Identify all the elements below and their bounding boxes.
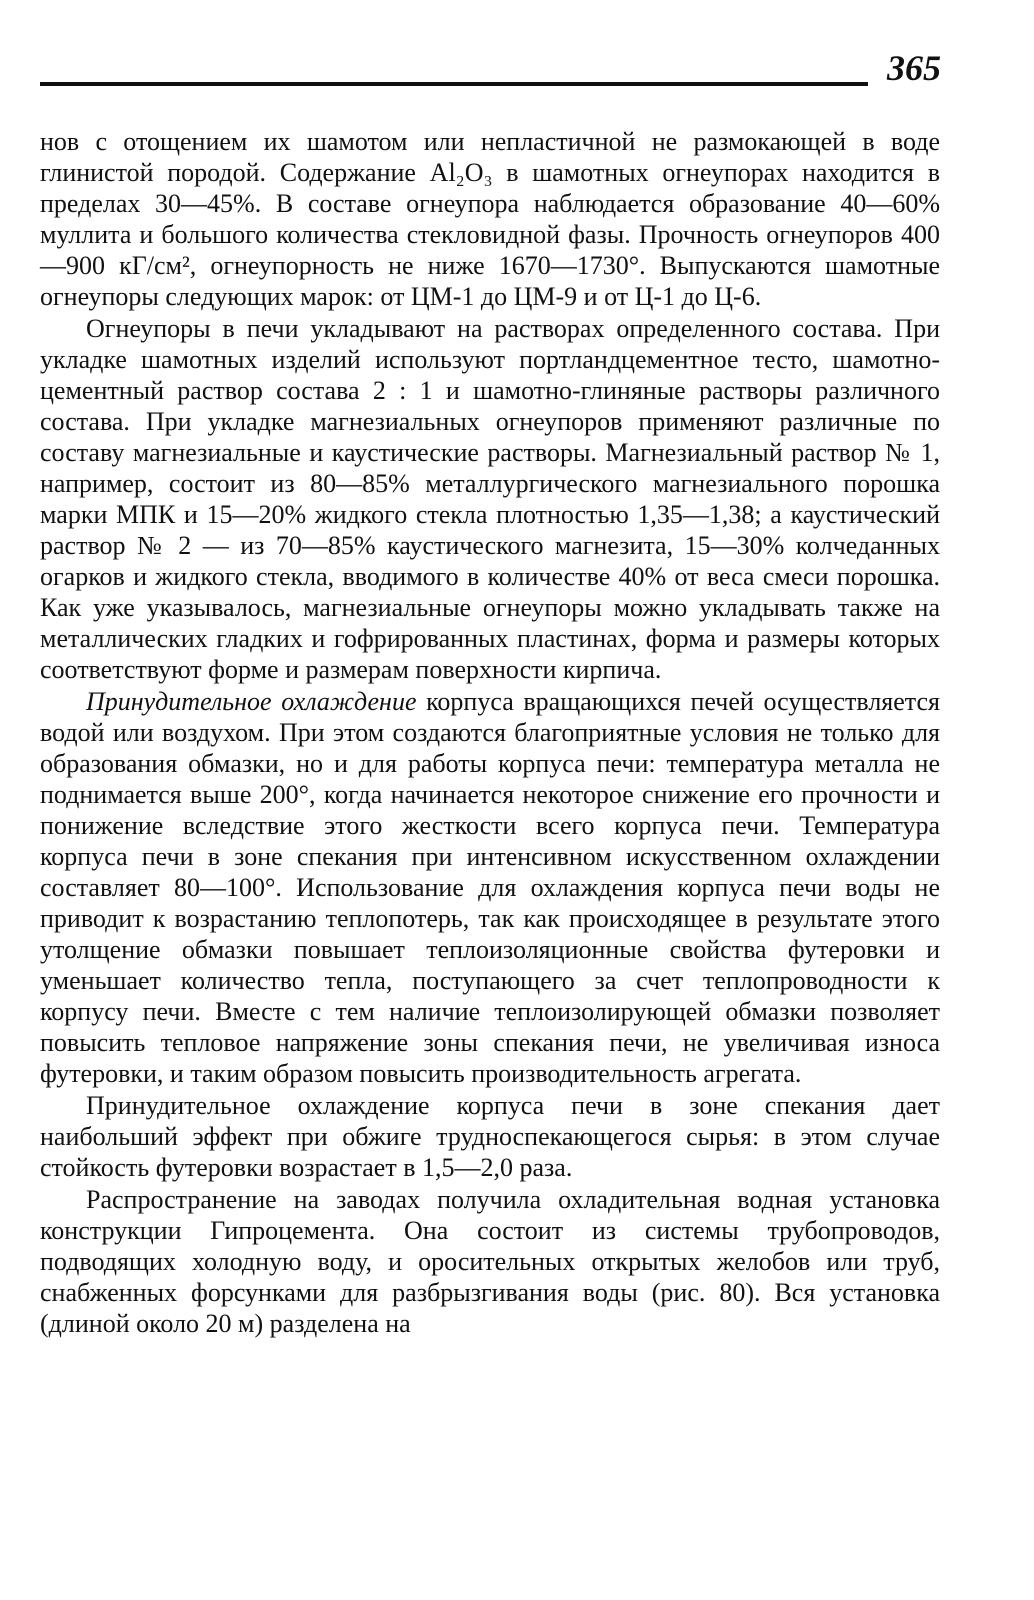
paragraph-5-text: Распространение на заводах получила охладительная водная установка конструкции Гипроцемента. Она состоит из системы трубопроводов, подводящих холодную воду, и оросительных открытых желобов или труб, снабженных форсунками для разбрызгивания воды (рис. 80). Вся установка (длиной около 20 м) разделена на bbox=[40, 1185, 940, 1338]
paragraph-4-text: Принудительное охлаждение корпуса печи в зоне спекания дает наибольший эффект при обжиге трудноспекающегося сырья: в этом случае стойкость футеровки возрастает в 1,5—2,0 раза. bbox=[40, 1091, 940, 1182]
paragraph-5 bbox=[40, 1184, 940, 1339]
header-rule bbox=[40, 82, 868, 86]
paragraph-4 bbox=[40, 1090, 940, 1183]
paragraph-3 bbox=[40, 686, 940, 1089]
paragraph-2 bbox=[40, 313, 940, 685]
page-header bbox=[40, 44, 945, 94]
paragraph-2-text: Огнеупоры в печи укладывают на растворах определенного состава. При укладке шамотных изделий используют портландцементное тесто, шамотно-цементный раствор состава 2 : 1 и шамотно-глиняные растворы различного состава. При укладке магнезиальных огнеупоров применяют различные по составу магнезиальные и каустические растворы. Магнезиальный раствор № 1, например, состоит из 80—85% металлургического магнезиального порошка марки МПК и 15—20% жидкого стекла плотностью 1,35—1,38; а каустический раствор № 2 — из 70—85% каустического магнезита, 15—30% колчеданных огарков и жидкого стекла, вводимого в количестве 40% от веса смеси порошка. Как уже указывалось, магнезиальные огнеупоры можно укладывать также на металлических гладких и гофрированных пластинах, форма и размеры которых соответствуют форме и размерам поверхности кирпича. bbox=[40, 314, 940, 684]
body-text bbox=[40, 126, 940, 1339]
paragraph-1 bbox=[40, 126, 940, 312]
page-number: 365 bbox=[887, 48, 941, 88]
paragraph-3-emphasis: Принудительное охлаждение bbox=[86, 687, 417, 716]
paragraph-3-text: корпуса вращающихся печей осуществляется водой или воздухом. При этом создаются благоприятные условия не только для образования обмазки, но и для работы корпуса печи: температура металла не поднимается выше 200°, когда начинается некоторое снижение его прочности и понижение вследствие этого жесткости всего корпуса печи. Температура корпуса печи в зоне спекания при интенсивном искусственном охлаждении составляет 80—100°. Использование для охлаждения корпуса печи воды не приводит к возрастанию теплопотерь, так как происходящее в результате этого утолщение обмазки повышает теплоизоляционные свойства футеровки и уменьшает количество тепла, поступающего за счет теплопроводности к корпусу печи. Вместе с тем наличие теплоизолирующей обмазки позволяет повысить тепловое напряжение зоны спекания печи, не увеличивая износа футеровки, и таким образом повысить производительность агрегата. bbox=[40, 687, 940, 1088]
paragraph-1-text: нов с отощением их шамотом или непластичной не размокающей в воде глинистой породой. Содержание Al₂O₃ в шамотных огнеупорах находится в пределах 30—45%. В составе огнеупора наблюдается образование 40—60% муллита и большого количества стекловидной фазы. Прочность огнеупоров 400—900 кГ/см², огнеупорность не ниже 1670—1730°. Выпускаются шамотные огнеупоры следующих марок: от ЦМ-1 до ЦМ-9 и от Ц-1 до Ц-6. bbox=[40, 127, 940, 311]
